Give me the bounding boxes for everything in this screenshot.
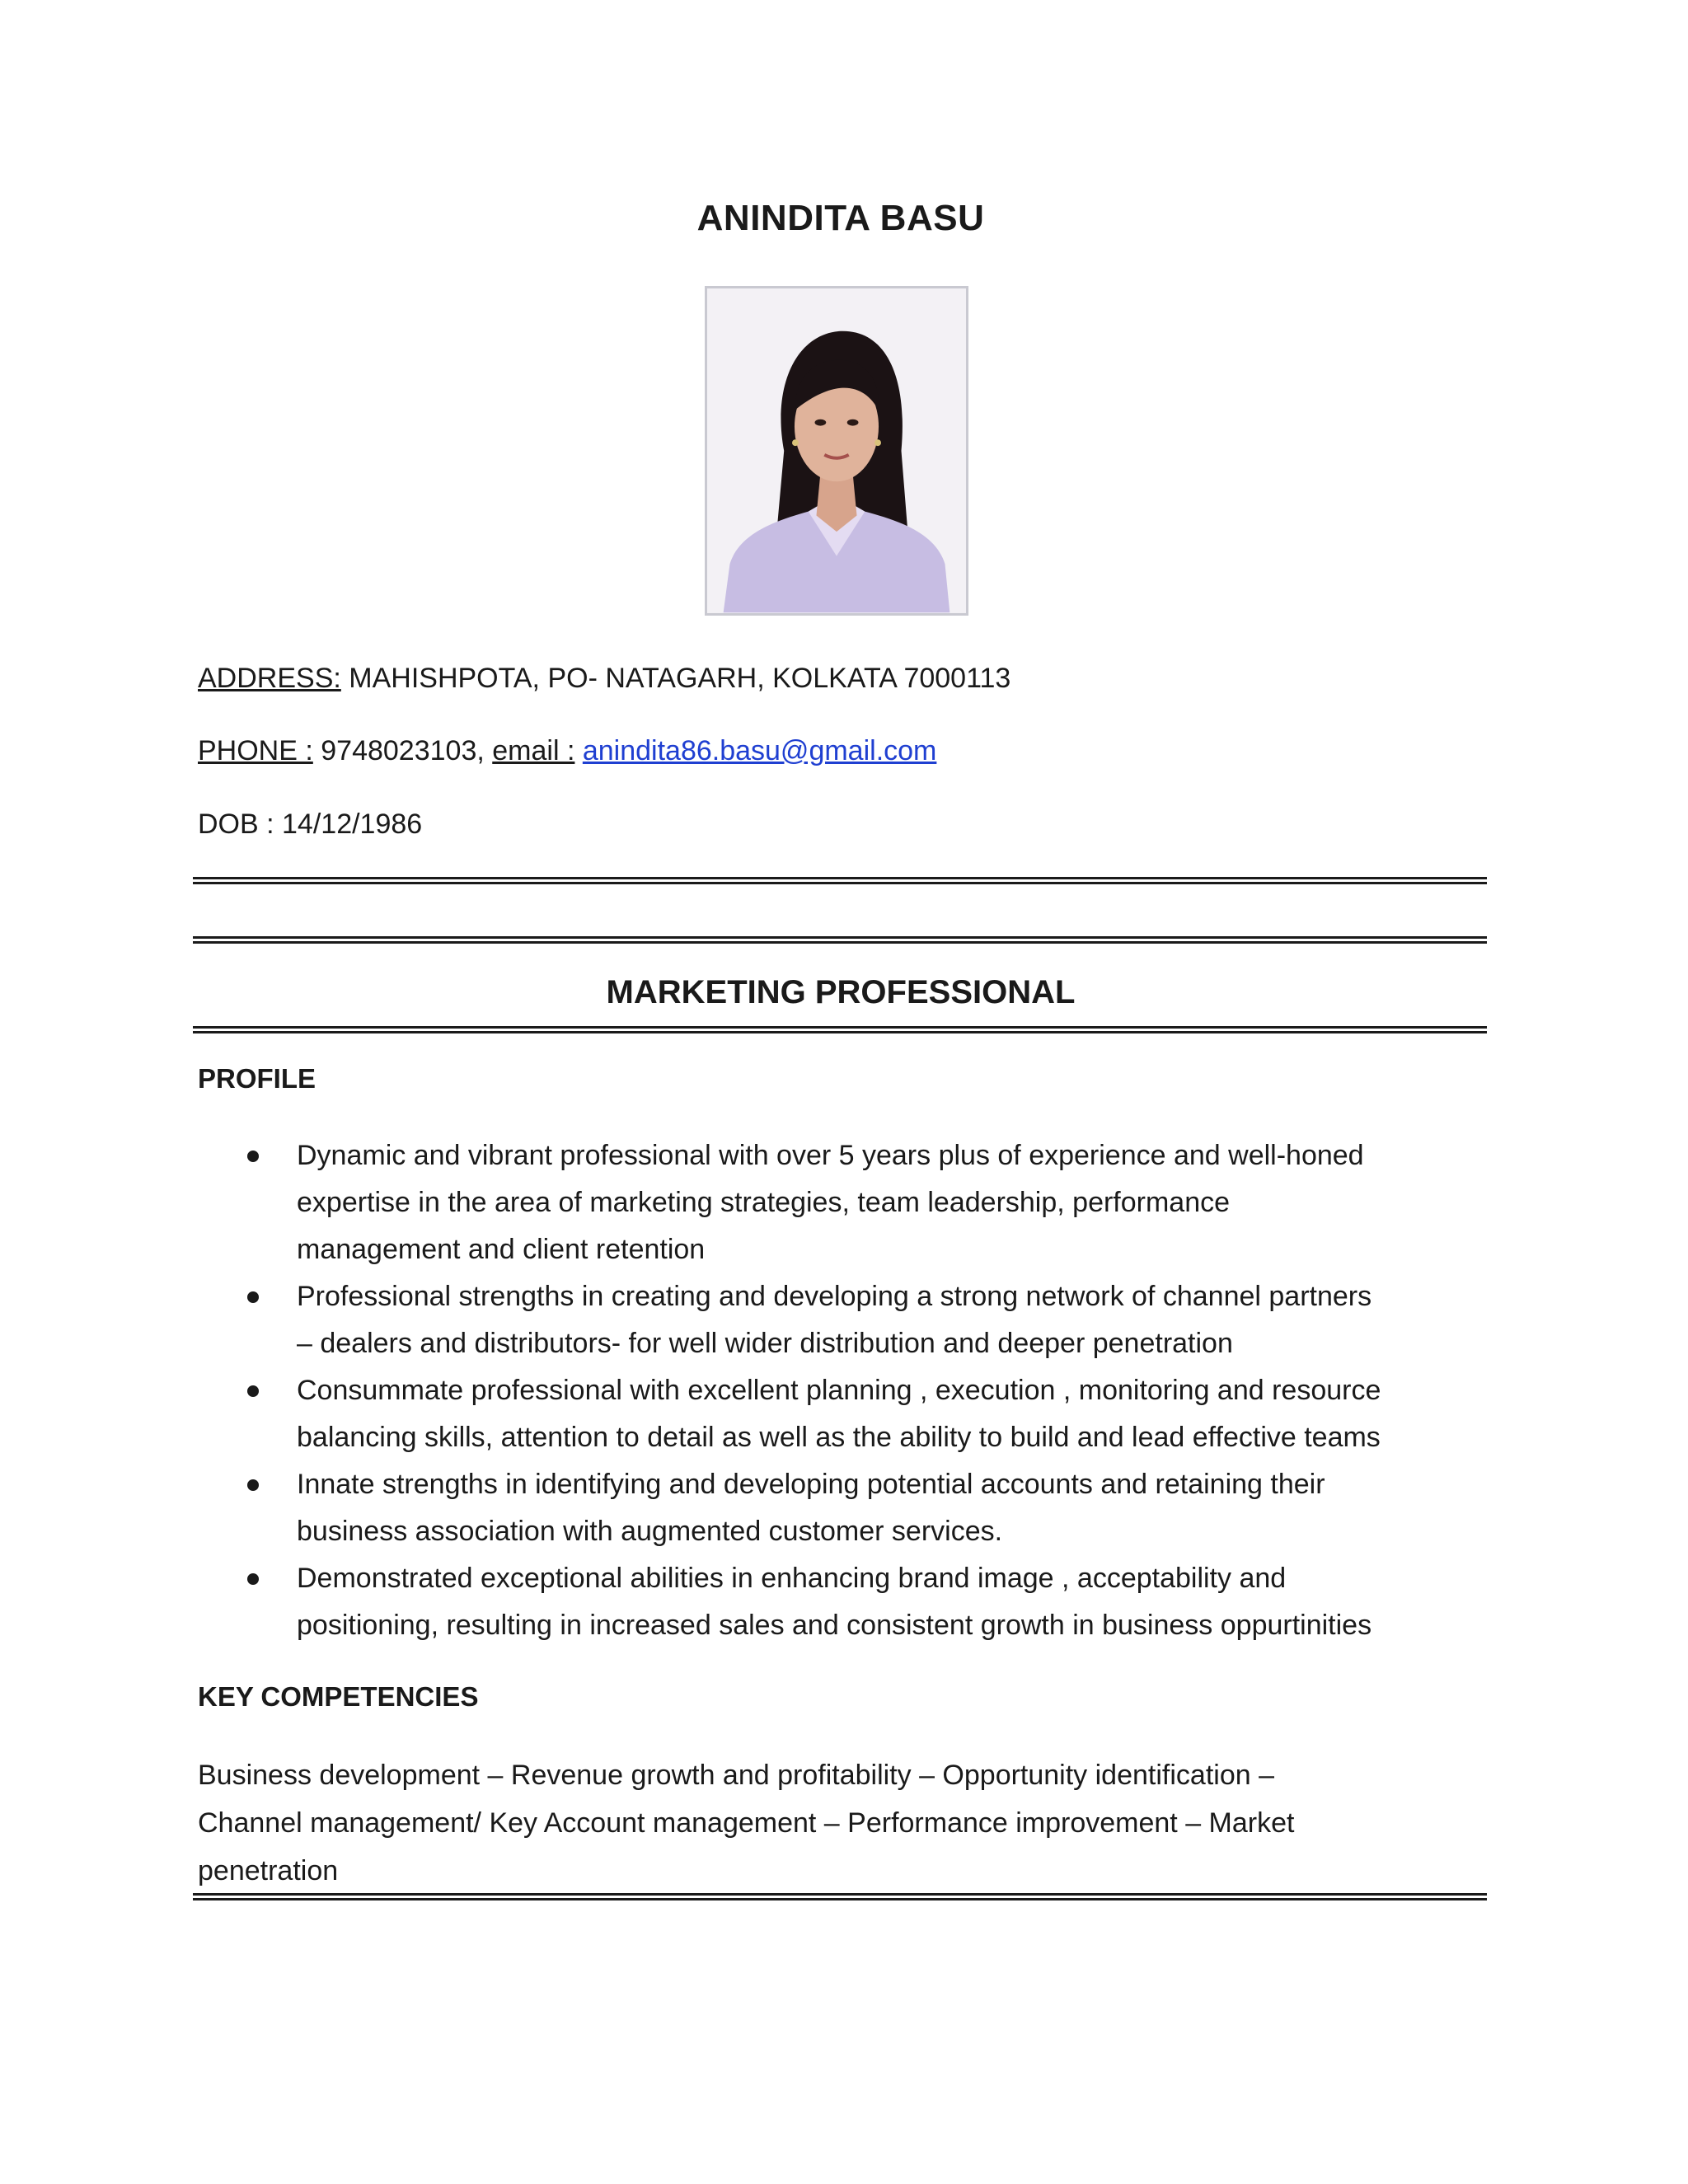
dob-line: DOB : 14/12/1986 [198, 808, 423, 840]
bullet-icon [247, 1385, 259, 1397]
list-item [198, 1555, 1500, 1649]
profile-title: PROFILE [198, 1063, 316, 1094]
item-line: Innate strengths in identifying and developing potential accounts and retaining their [297, 1469, 1325, 1500]
phone-label: PHONE : [198, 735, 313, 766]
headline: MARKETING PROFESSIONAL [606, 974, 1076, 1010]
address-label: ADDRESS: [198, 663, 341, 694]
item-line: Professional strengths in creating and developing a strong network of channel partners [297, 1281, 1372, 1312]
item-line: positioning, resulting in increased sales and consistent growth in business oppurtinities [297, 1610, 1372, 1641]
bullet-icon [247, 1573, 259, 1585]
address-line [198, 662, 1010, 695]
item-line: Dynamic and vibrant professional with over 5 years plus of experience and well-honed [297, 1140, 1364, 1171]
item-line: – dealers and distributors- for well wider distribution and deeper penetration [297, 1328, 1233, 1359]
item-line: Consummate professional with excellent planning , execution , monitoring and resource [297, 1375, 1381, 1406]
competencies-line: penetration [198, 1855, 339, 1886]
divider [193, 877, 1487, 884]
item-line: Demonstrated exceptional abilities in enhancing brand image , acceptability and [297, 1563, 1287, 1594]
list-item [198, 1461, 1500, 1555]
list-item [198, 1132, 1500, 1273]
list-item [198, 1273, 1500, 1367]
bullet-icon [247, 1151, 259, 1162]
item-line: business association with augmented customer services. [297, 1516, 1003, 1547]
list-item [198, 1367, 1500, 1461]
portrait-image [707, 288, 966, 613]
email-label: email : [492, 735, 575, 766]
competencies-title: KEY COMPETENCIES [198, 1681, 479, 1712]
address-value: MAHISHPOTA, PO- NATAGARH, KOLKATA 7000113 [340, 663, 1011, 694]
item-line: balancing skills, attention to detail as well as the ability to build and lead effective teams [297, 1422, 1381, 1453]
competencies-line: Channel management/ Key Account management – Performance improvement – Market [198, 1807, 1295, 1839]
divider [193, 1893, 1487, 1900]
item-line: expertise in the area of marketing strategies, team leadership, performance [297, 1187, 1231, 1218]
email-link[interactable]: anindita86.basu@gmail.com [582, 735, 937, 766]
item-line: management and client retention [297, 1234, 706, 1265]
divider [193, 936, 1487, 944]
phone-value: 9748023103, [312, 735, 493, 766]
phone-email-line [198, 734, 936, 767]
bullet-icon [247, 1479, 259, 1491]
competencies-line: Business development – Revenue growth and profitability – Opportunity identification – [198, 1760, 1274, 1791]
candidate-name: ANINDITA BASU [696, 198, 985, 238]
divider [193, 1026, 1487, 1033]
profile-list [198, 1132, 1500, 1649]
profile-photo [705, 286, 968, 616]
competencies-text [198, 1751, 1434, 1895]
bullet-icon [247, 1291, 259, 1303]
